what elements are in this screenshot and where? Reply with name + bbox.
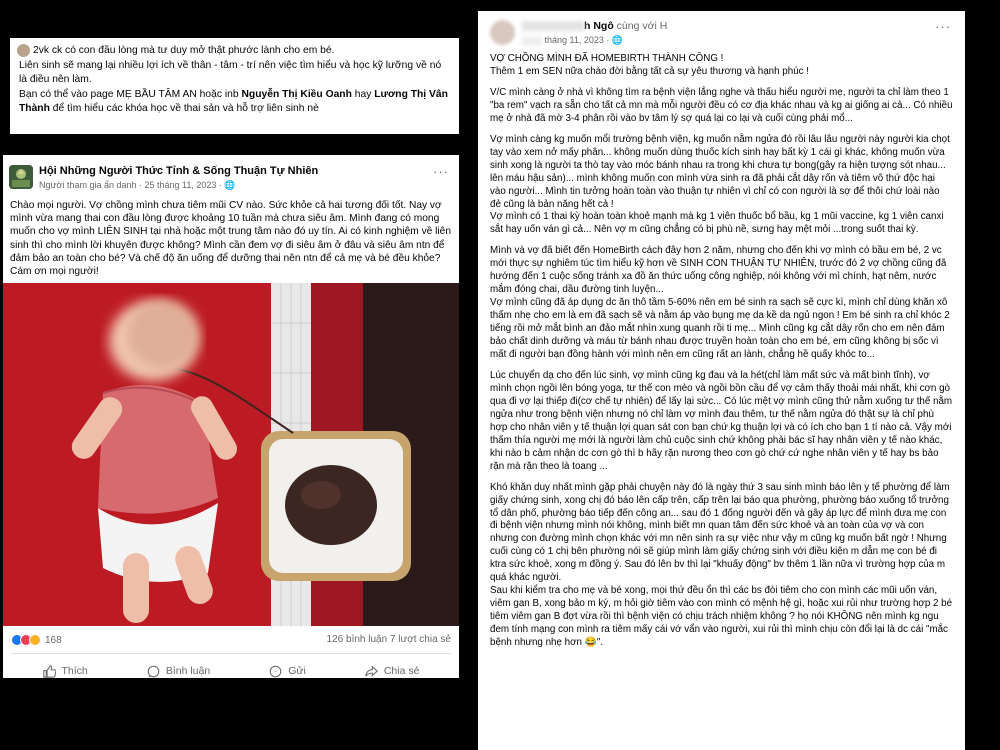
globe-icon: 🌐 [611,35,624,45]
more-options-icon[interactable]: ··· [935,19,951,34]
comment-icon [147,665,160,678]
post-stats [11,626,451,654]
group-name[interactable]: Hội Những Người Thức Tỉnh & Sống Thuận Tự Nhiên [39,165,319,177]
wow-reaction-icon [29,634,41,646]
post-header [478,11,965,51]
story-post-card [478,11,965,750]
post-actions [3,654,459,678]
mention-link[interactable]: Nguyễn Thị Kiều Oanh [241,88,352,100]
reactions-summary[interactable] [11,634,62,646]
post-paragraph: V/C mình càng ở nhà vì không tìm ra bệnh viện lắng nghe và thấu hiểu người mẹ, người ta chỉ làm theo 1 "ba rem" vạch ra sẵn cho tất cả mn mà mỗi người đều có cơ địa khác nhau và kg ai giống ai cả... Có nhiều mẹ ở nhà đã mờ 3-4 phân rồi vào bv tâm lý sợ quá lại co lại và cuối cùng phải mổ... [490,86,953,124]
post-paragraph: Khó khăn duy nhất mình gặp phải chuyện này đó là ngày thứ 3 sau sinh mình báo lên y tế phường để làm giấy chứng sinh, xong chị đó báo lên cấp trên, cấp trên lại báo qua phường, phường báo xuống tổ trưởng tổ dân phố, phường báo tiếp đến công an... sau đó 1 đống người đến và gây áp lực để mình đưa mẹ con đi bệnh viện nhưng mình nói không, mình biết mn quan tâm đến sức khoẻ và an toàn của vợ và con nhưng con đường mình chọn khác với mn nên sinh ra sự việc như vậy m cũng kg muốn bất ngờ ! Nhưng cuối cùng có 1 chị bên phường nói sẽ giúp mình làm giấy chứng sinh với điều kiện m dẫn mẹ con bé đi ktra sức khoẻ, xong m đồng ý. Sau đó lên bv thì lại "khuấy động" bv thêm 1 lần nữa vì trường hợp của m quá khác người. Sau khi kiểm tra cho mẹ và bé xong, mọi thứ đều ổn thì các bs đòi tiêm cho con mình các mũi uốn ván, viêm gan B, xong bảo m ký, m hỏi giờ tiêm vào con mình có mệnh hệ gì, hoặc xui rủi như trường hợp 2 bé tiêm viêm gan B đợt vừa rồi thì bệnh viện có chịu trách nhiệm không ? họ nói KHÔNG nên mình kg ngu đem tính mạng con mình ra tiêm mấy cái vớ vẩn vào người, xui rủi thì mình chịu còn đổi lại là dc cái "mắc bệnh nhưng nhẹ hơn 😂". [490,481,953,649]
post-paragraph: Mình và vợ đã biết đến HomeBirth cách đây hơn 2 năm, nhưng cho đến khi vợ mình có bầu em bé, 2 vc mới thực sự nghiêm túc tìm hiểu kỹ hơn về SINH CON THUẬN TỰ NHIÊN, trước đó 2 vợ chồng cũng đã hướng đến 1 cuộc sống tránh xa đồ ăn thức uống công nghiệp, nói không với mì chính, hạt nêm, nước mắm đóng chai, dầu đường tinh luyện... Vợ mình cũng đã áp dụng dc ăn thô tầm 5-60% nên em bé sinh ra sạch sẽ cực kì, mình chỉ dùng khăn xô thấm nhẹ cho em là em đã sạch sẽ và nằm áp vào bụng mẹ da kề da ngủ ngon ! Em bé sinh ra chỉ khóc 2 tiếng rồi mở mắt bình an đảo mắt nhìn xung quanh rồi ti mẹ... Mình cũng kg cắt dây rốn cho em nên đảm bảo chất dinh dưỡng và máu từ bánh nhau được truyền hoàn toàn cho em bé, em cũng không bị sốc vì mất đi người bạn đồng hành với mình nên em cũng rất an lành, chẳng hề quấy khóc to... [490,245,950,361]
reaction-count: 168 [45,634,62,646]
thumbs-up-icon [43,665,56,678]
globe-icon: 🌐 [224,180,236,190]
post-header [3,155,459,195]
comments-shares-count[interactable]: 126 bình luận 7 lượt chia sẻ [326,634,451,645]
post-paragraph: Lúc chuyển dạ cho đến lúc sinh, vợ mình cũng kg đau và la hét(chỉ làm mất sức và mất bình tĩnh), vợ mình chọn ngồi lên bóng yoga, tư thế con mèo và ngồi bồn cầu để vợ cảm thấy thoải mái nhất, khi cơn gò qua đi vợ lại thiếp đi(cơ chế tự nhiên) để lấy lại sức... Có lúc mệt vợ mình cũng thử nằm xuống tư thế nằm ngửa như trong bệnh viện nhưng nó chỉ làm vợ mình đau thêm, tư thế nằm ngửa đó thật sự là chỉ phù hợp cho nhân viên y tế thuận lợi quan sát con bạn chứ kg thuận lợi và có ích cho bạn 1 tí nào cả. Vậy mới thấm thía người mẹ mới là người làm chủ cuộc sinh chứ không phải bác sĩ hay nhân viên y tế nào khác, khi nào b cảm nhận dc cơn gò thì b hãy rặn nương theo cơn gò chứ cứ nghe nhân viên y tế hay bs bảo rặn mà rặn theo là toang ... [490,369,953,472]
comment-card [10,38,459,134]
post-text: Chào mọi người. Vợ chồng mình chưa tiêm mũi CV nào. Sức khỏe cả hai tương đối tốt. Nay vợ mình vừa mang thai con đầu lòng được khoảng 10 tuần mà chưa siêu âm. Mình đang có mong muốn cho vợ mình LIÊN SINH tại nhà hoặc một trung tâm nào đó uy tín. Ai có kinh nghiệm về liên sinh thì cho mình lời khuyên được không? Mình cần đem vợ đi siêu âm ở đâu và siêu âm ntn để đảm bảo an toàn cho bé? Và chế độ ăn uống để dưỡng thai nên ntn để cả mẹ và bé đều khỏe? Cám ơn mọi người! [10,200,452,278]
messenger-icon [269,665,282,678]
post-paragraph: Vợ mình càng kg muốn mổi trường bệnh viện, kg muốn nằm ngửa đó rồi lâu lâu người này người kia chọt tay vào xem nở mấy phân... không muốn dùng thuốc kích sinh hay bất kỳ 1 cái gì khác, không muốn vừa sinh xong là người ta thò tay vào móc bánh nhau ra trong khi chưa tự bong(gây ra hiện tượng sót nhau... lên máu hậu sản)... mình không muốn con mình vừa sinh ra đã phải cắt dây rốn và tiêm vô thứ độc hại vào người... Mình tin tưởng hoàn toàn vào thuận tự nhiên vì chỉ có con người là sợ để thôi chứ loài nào đẻ cũng là bản năng hết cả ! Vợ mình có 1 thai kỳ hoàn toàn khoẻ mạnh mà kg 1 viên thuốc bổ bầu, kg 1 mũi vaccine, kg 1 viên canxi sắt hay uốn ván gì cả... Nên vợ m cũng chẳng có bị phù nề, sưng hay mệt mỏi ...trong suốt thai kỳ. [490,133,950,236]
share-icon [365,665,378,678]
comment-line-3: Bạn có thể vào page MẸ BẦU TÂM AN hoặc inb Nguyễn Thị Kiều Oanh hay Lương Thị Vân Thành để tìm hiểu các khóa học về thai sản và hỗ trợ liên sinh nè [19,88,448,115]
share-button[interactable]: Chia sẻ [365,665,420,678]
newborn-photo[interactable] [3,283,459,626]
author-name[interactable]: h Ngô cùng với H [522,20,667,32]
group-post-card [3,155,459,678]
mention-link[interactable]: Lương Thị Vân Thành [19,88,448,115]
send-button[interactable]: Gửi [269,665,306,678]
comment-line-1: 2vk ck có con đầu lòng mà tư duy mở thật phước lành cho em bé. [33,45,335,56]
post-meta: tháng 11, 2023 · 🌐 [522,35,623,46]
post-meta: Người tham gia ẩn danh · 25 tháng 11, 2023 · 🌐 [39,180,236,190]
commenter-avatar[interactable] [17,44,30,57]
post-paragraph: VỢ CHỒNG MÌNH ĐÃ HOMEBIRTH THÀNH CÔNG ! Thêm 1 em SEN nữa chào đời bằng tất cả sự yêu thương và hạnh phúc ! [490,53,809,77]
like-button[interactable]: Thích [43,665,88,678]
comment-button[interactable]: Bình luận [147,665,210,678]
more-options-icon[interactable]: ··· [433,164,449,179]
group-avatar[interactable] [9,165,33,189]
comment-line-2: Liên sinh sẽ mang lại nhiều lợi ích về thân - tâm - trí nên việc tìm hiểu và học kỹ lưỡng về nó là điều nên làm. [19,59,442,86]
post-text [478,51,965,650]
author-avatar[interactable] [490,20,515,45]
